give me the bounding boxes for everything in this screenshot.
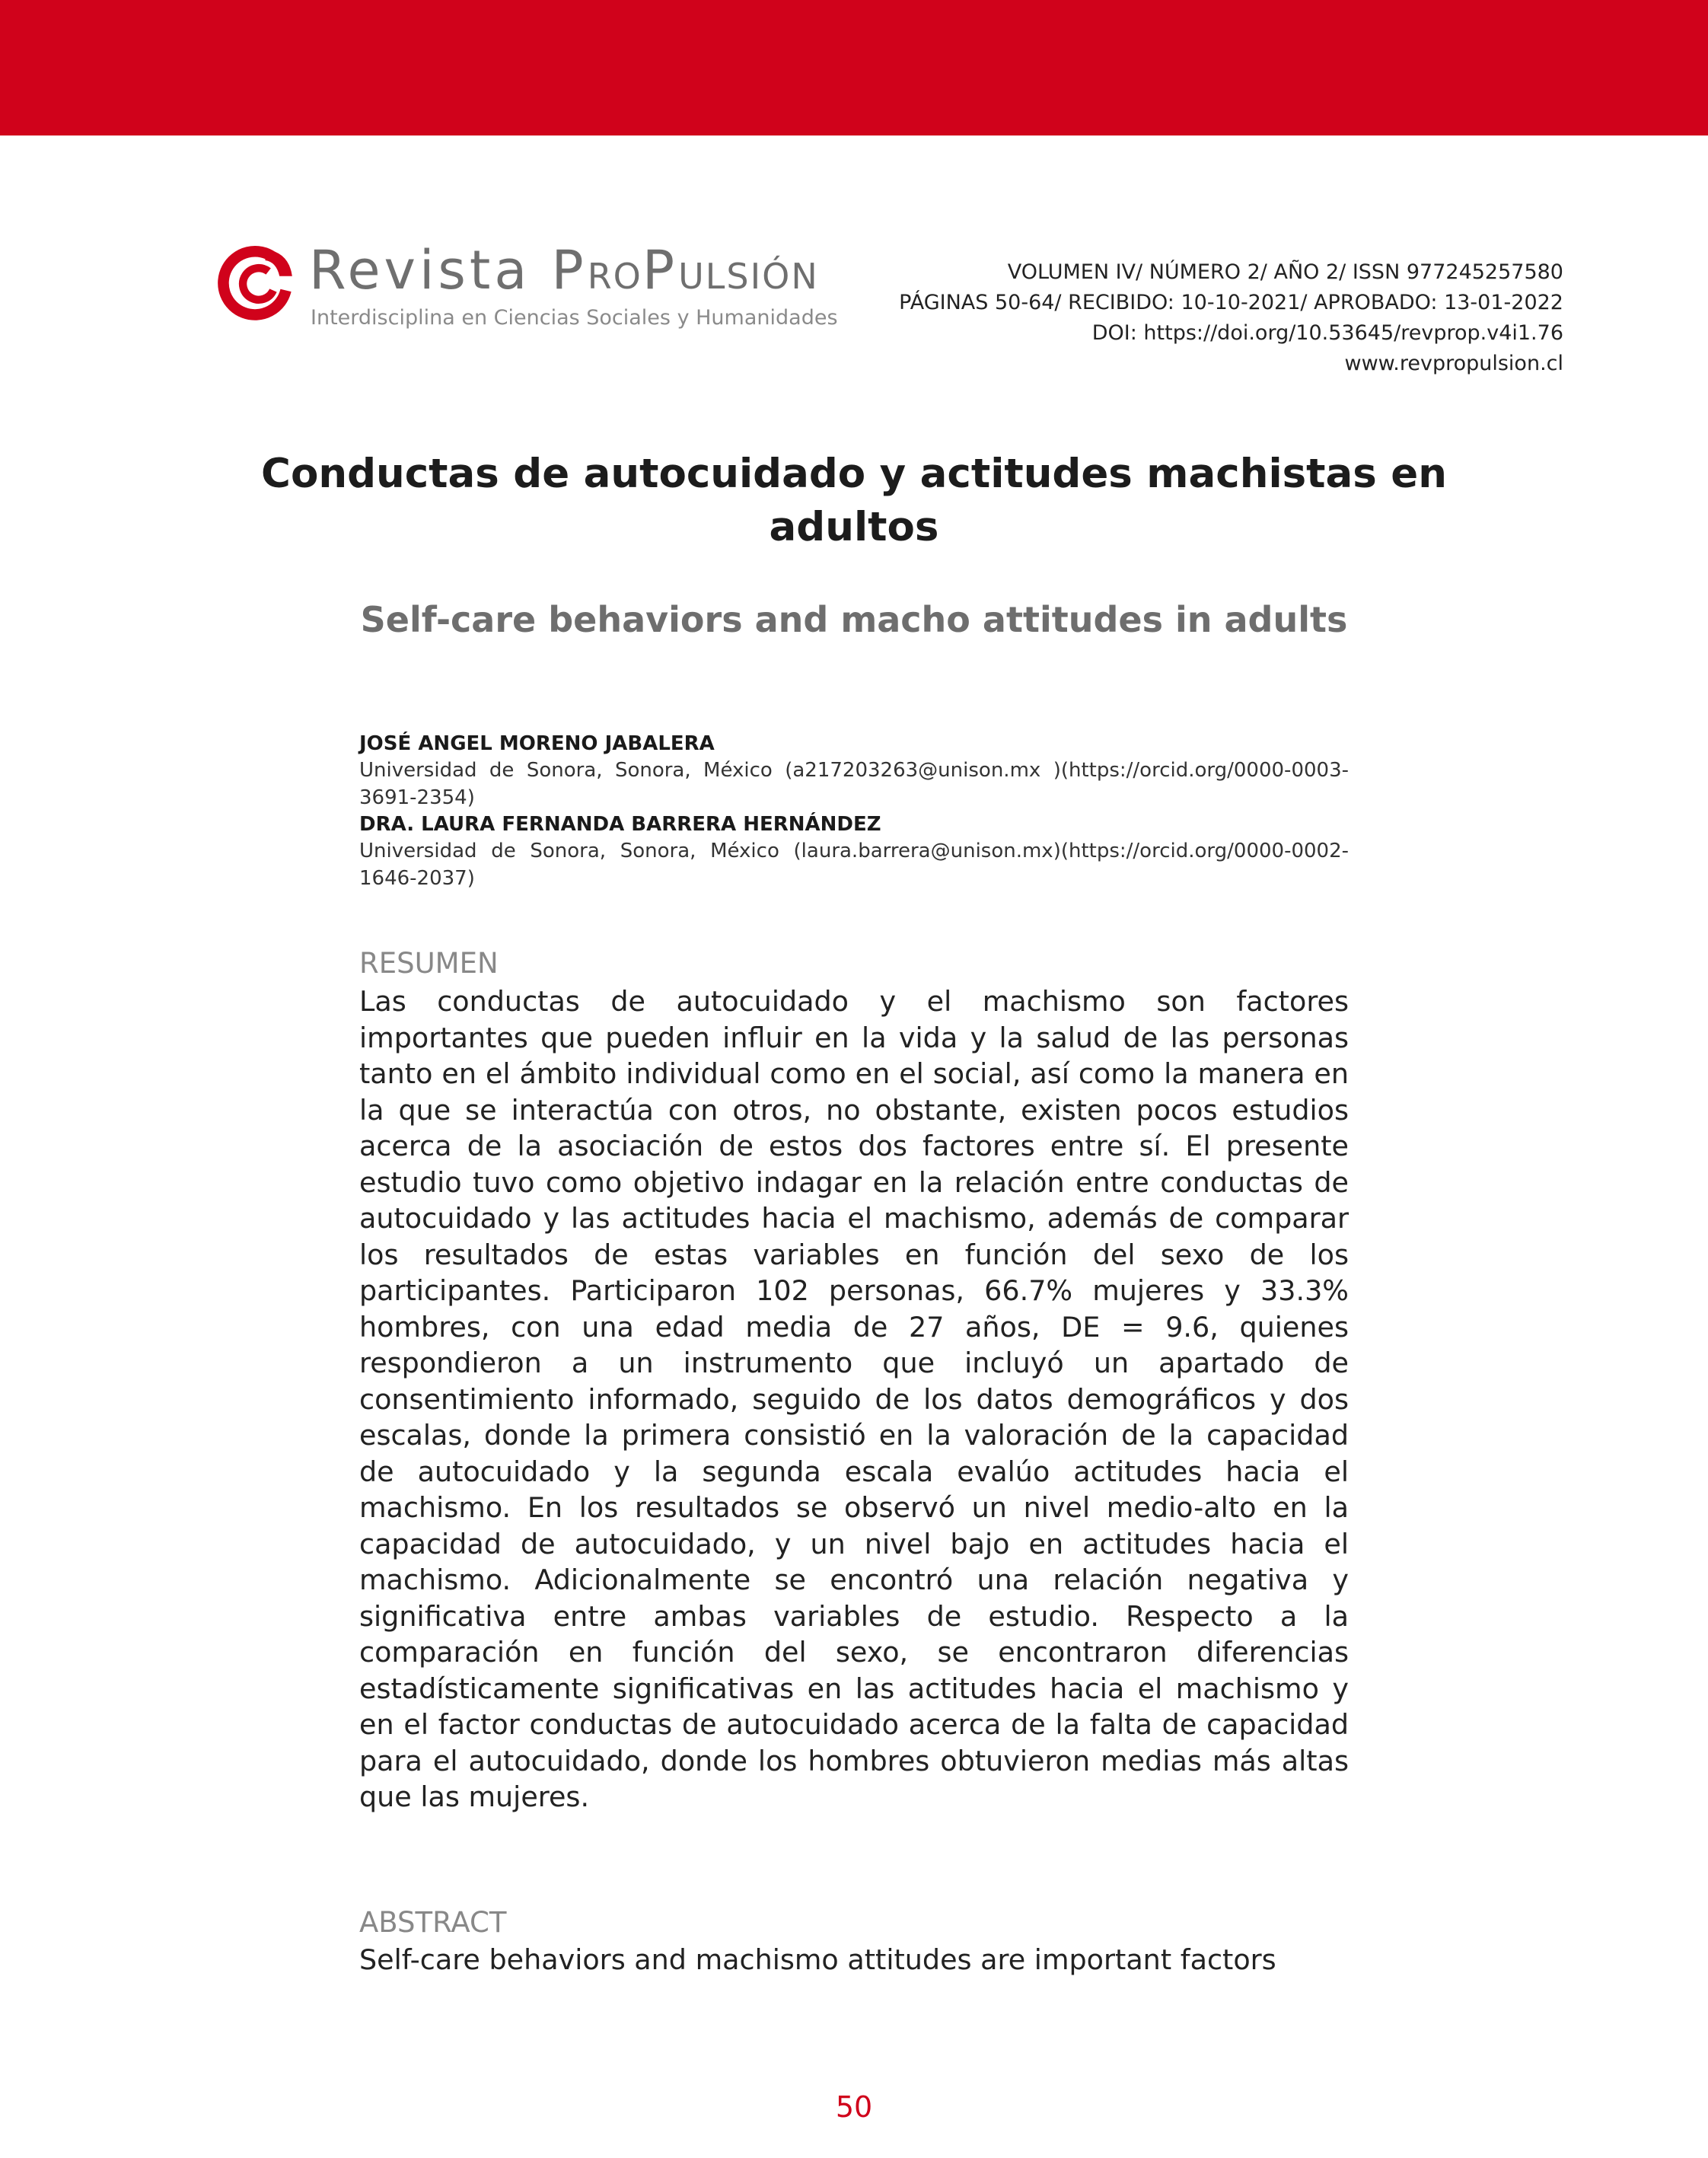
resumen-heading: RESUMEN [359,947,499,980]
abstract-heading: ABSTRACT [359,1906,507,1939]
page-number: 50 [835,2090,873,2124]
doi-line[interactable]: DOI: https://doi.org/10.53645/revprop.v4i1.76 [1091,321,1563,345]
author-affiliation: Universidad de Sonora, Sonora, México (a217203263@unison.mx )(https://orcid.org/0000-0003-3691-2354) [359,759,1349,809]
author-affiliation: Universidad de Sonora, Sonora, México (laura.barrera@unison.mx)(https://orcid.org/0000-0002-1646-2037) [359,840,1349,890]
author-block [359,731,1349,811]
volume-line: VOLUMEN IV/ NÚMERO 2/ AÑO 2/ ISSN 977245257580 [1007,260,1563,284]
author-list [359,731,1349,892]
journal-name: Revista PROPULSIÓN [309,239,819,301]
article-subtitle-english: Self-care behaviors and macho attitudes in adults [360,599,1348,640]
author-name: JOSÉ ANGEL MORENO JABALERA [359,732,715,755]
propulsion-logo-icon [216,239,295,323]
resumen-text: Las conductas de autocuidado y el machismo son factores importantes que pueden influir en la vida y la salud de las personas tanto en el ámbito individual como en el social, así como la manera en la que se interactúa con otros, no obstante, existen pocos estudios acerca de la asociación de estos dos factores entre sí. El presente estudio tuvo como objetivo indagar en la relación entre conductas de autocuidado y las actitudes hacia el machismo, además de comparar los resultados de estas variables en función del sexo de los participantes. Participaron 102 personas, 66.7% mujeres y 33.3% hombres, con una edad media de 27 años, DE = 9.6, quienes respondieron a un instrumento que incluyó un apartado de consentimiento informado, seguido de los datos demográficos y dos escalas, donde la primera consistió en la valoración de la capacidad de autocuidado y la segunda escala evalúo actitudes hacia el machismo. En los resultados se observó un nivel medio-alto en la capacidad de autocuidado, y un nivel bajo en actitudes hacia el machismo. Adicionalmente se encontró una relación negativa y significativa entre ambas variables de estudio. Respecto a la comparación en función del sexo, se encontraron diferencias estadísticamente significativas en las actitudes hacia el machismo y en el factor conductas de autocuidado acerca de la falta de capacidad para el autocuidado, donde los hombres obtuvieron medias más altas que las mujeres. [359,985,1349,1813]
website-line[interactable]: www.revpropulsion.cl [1344,352,1563,375]
journal-logo [216,237,838,336]
author-block [359,811,1349,892]
abstract-text: Self-care behaviors and machismo attitudes are important factors [359,1943,1276,1976]
publication-metadata [899,257,1563,379]
author-name: DRA. LAURA FERNANDA BARRERA HERNÁNDEZ [359,813,881,836]
journal-tagline: Interdisciplina en Ciencias Sociales y Humanidades [311,306,838,330]
pages-dates-line: PÁGINAS 50-64/ RECIBIDO: 10-10-2021/ APROBADO: 13-01-2022 [899,291,1563,314]
article-title: Conductas de autocuidado y actitudes machistas en adultos [261,451,1447,550]
top-color-band [0,0,1708,135]
